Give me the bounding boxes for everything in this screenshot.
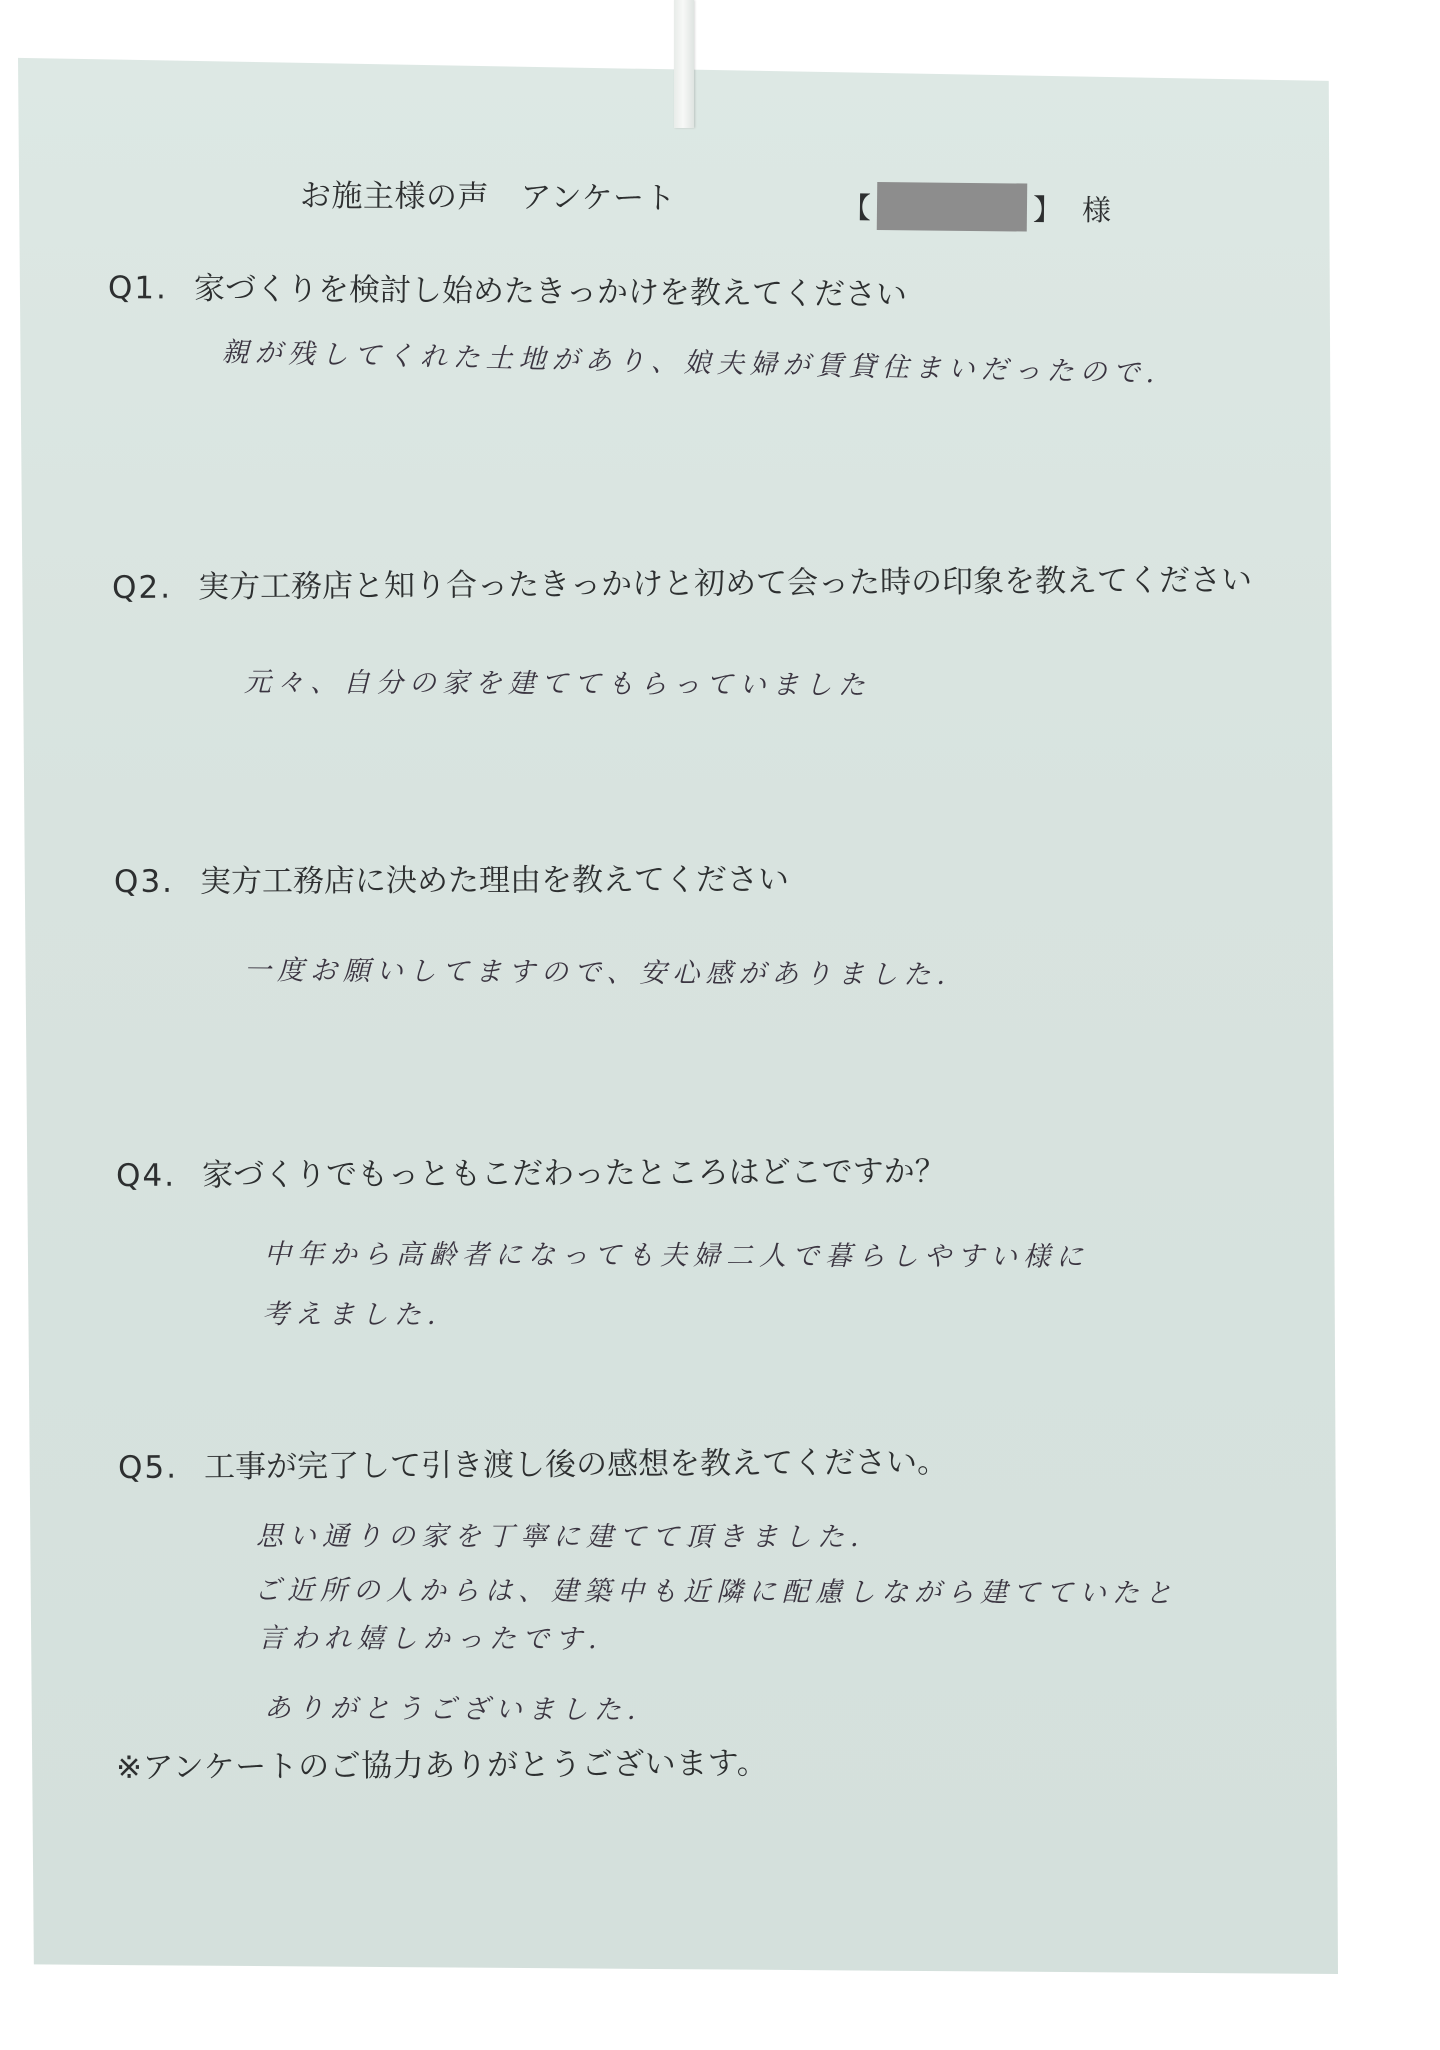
question-number: Q4. [115,1157,177,1194]
question-text: 実方工務店と知り合ったきっかけと初めて会った時の印象を教えてください [197,562,1253,606]
question-1 [108,262,907,314]
question-5 [118,1436,948,1487]
honorific: 様 [1081,192,1112,227]
customer-name-field [838,181,1112,234]
answer-2-line-1: 元々、自分の家を建ててもらっていました [243,667,872,702]
question-text: 実方工務店に決めた理由を教えてください [199,861,790,900]
answer-4-line-2: 考えました. [261,1299,442,1331]
name-close-bracket: 】 [1032,192,1063,227]
question-3 [114,854,789,901]
name-open-bracket: 【 [841,190,872,225]
redacted-name [877,182,1027,232]
question-2 [112,554,1252,607]
answer-4-line-1: 中年から高齢者になっても夫婦二人で暮らしやすい様に [263,1239,1090,1273]
question-text: 工事が完了して引き渡し後の感想を教えてください。 [203,1444,949,1486]
answer-5-line-4: ありがとうございました. [263,1693,642,1726]
question-number: Q2. [111,569,173,606]
question-number: Q1. [107,270,169,307]
question-number: Q5. [117,1449,179,1486]
answer-5-line-3: 言われ嬉しかったです. [257,1623,603,1656]
question-text: 家づくりでもっともこだわったところはどこですか？ [201,1153,946,1194]
question-4 [116,1146,946,1195]
survey-title: お施主様の声 アンケート [299,178,677,217]
hanging-clip [674,0,694,128]
question-number: Q3. [113,863,175,900]
answer-5-line-2: ご近所の人からは、建築中も近隣に配慮しながら建てていたと [253,1575,1179,1610]
answer-5-line-1: 思い通りの家を丁寧に建てて頂きました. [255,1521,865,1554]
answer-3-line-1: 一度お願いしてますので、安心感がありました. [243,955,952,991]
question-text: 家づくりを検討し始めたきっかけを教えてください [193,270,908,313]
survey-footer: ※アンケートのご協力ありがとうございます。 [115,1745,769,1786]
answer-1-line-1: 親が残してくれた土地があり、娘夫婦が賃貸住まいだったので. [221,337,1161,390]
